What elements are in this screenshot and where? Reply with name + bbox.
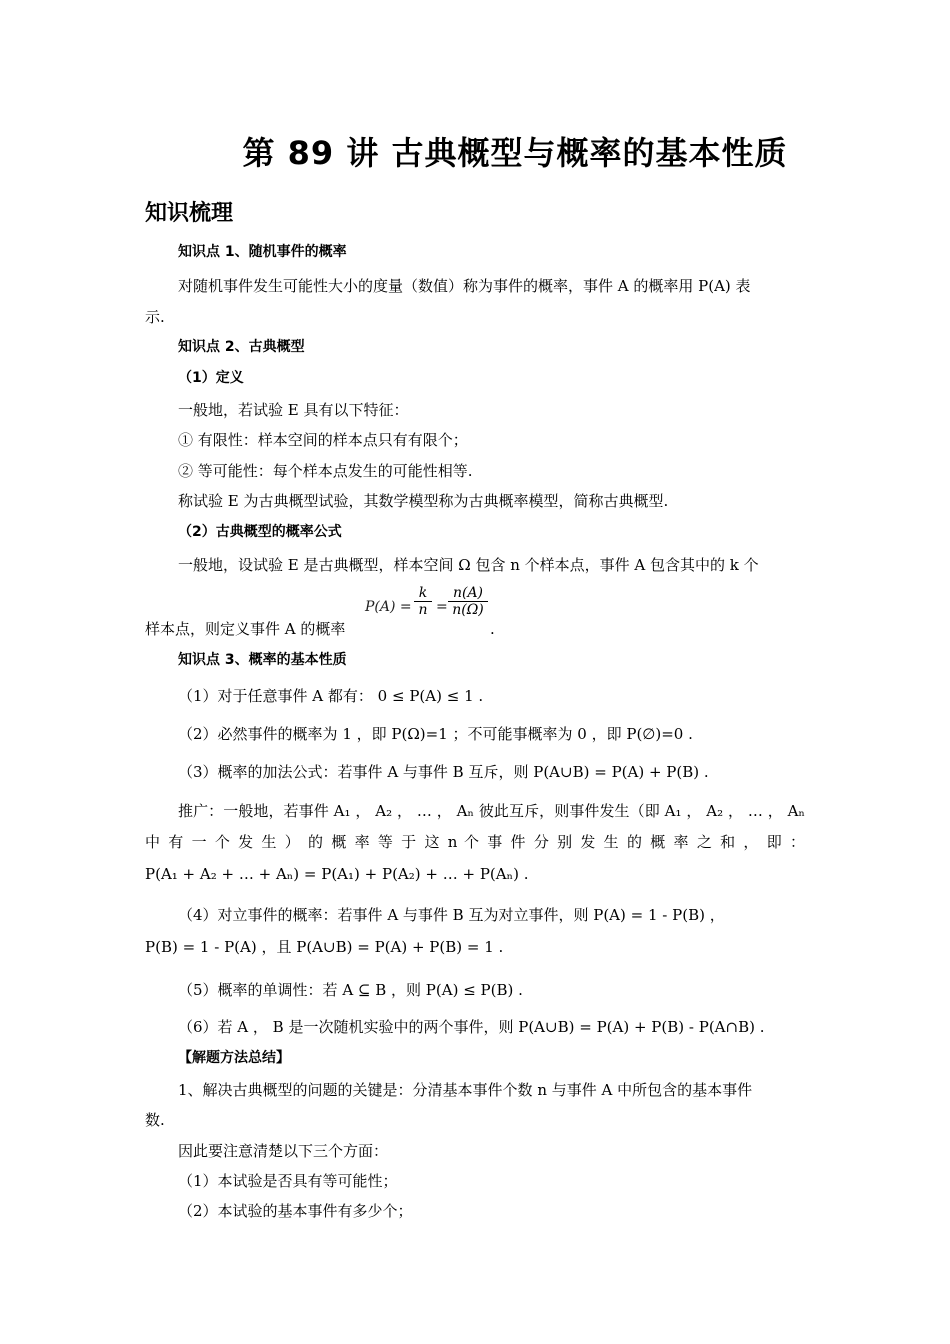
property-4: （4）对立事件的概率：若事件 A 与事件 B 互为对立事件，则 P(A) = 1 - P(B) ， [178, 906, 725, 924]
property-2: （2）必然事件的概率为 1 ，即 P(Ω)=1 ；不可能事概率为 0 ，即 P(∅)=0 . [178, 725, 693, 743]
formula-period: . [490, 620, 495, 638]
subheading-definition: （1）定义 [178, 370, 244, 386]
property-4-continued: P(B) = 1 - P(A) ，且 P(A∪B) = P(A) + P(B) = 1 . [145, 938, 504, 956]
paragraph: 一般地，设试验 E 是古典概型，样本空间 Ω 包含 n 个样本点，事件 A 包含其中的 k 个 [178, 556, 759, 574]
paragraph: 1、解决古典概型的问题的关键是：分清基本事件个数 n 与事件 A 中所包含的基本事件 [178, 1081, 753, 1099]
property-6: （6）若 A ， B 是一次随机实验中的两个事件，则 P(A∪B) = P(A) + P(B) - P(A∩B) . [178, 1018, 765, 1036]
property-5: （5）概率的单调性：若 A ⊆ B ，则 P(A) ≤ P(B) . [178, 981, 523, 999]
paragraph: 样本点，则定义事件 A 的概率 [145, 620, 346, 638]
formula-equals: = [436, 599, 448, 615]
fraction-numerator: k [418, 585, 428, 601]
list-item: （1）本试验是否具有等可能性； [178, 1172, 398, 1190]
page-title: 第 89 讲 古典概型与概率的基本性质 [242, 134, 788, 172]
knowledge-point-1-heading: 知识点 1、随机事件的概率 [178, 244, 347, 260]
generalization-line-2: 中 有 一 个 发 生 ） 的 概 率 等 于 这 n 个 事 件 分 别 发 生 的 概 率 之 和 ， 即 ： [145, 833, 805, 851]
knowledge-point-2-heading: 知识点 2、古典概型 [178, 339, 305, 355]
fraction-denominator: n(Ω) [452, 602, 484, 618]
paragraph: ① 有限性：样本空间的样本点只有有限个； [178, 431, 468, 449]
paragraph: 因此要注意清楚以下三个方面： [178, 1142, 389, 1160]
formula-lhs: P(A) = [365, 599, 412, 615]
generalization-formula: P(A₁ + A₂ + … + Aₙ) = P(A₁) + P(A₂) + … + P(Aₙ) . [145, 865, 529, 883]
property-1: （1）对于任意事件 A 都有： 0 ≤ P(A) ≤ 1 . [178, 687, 484, 705]
list-item: （2）本试验的基本事件有多少个； [178, 1202, 413, 1220]
method-summary-heading: 【解题方法总结】 [178, 1050, 290, 1066]
section-heading: 知识梳理 [145, 201, 234, 226]
fraction-k-over-n [414, 585, 432, 618]
fraction-numerator: n(A) [452, 585, 484, 601]
subheading-formula: （2）古典概型的概率公式 [178, 524, 342, 540]
paragraph: 示. [145, 308, 165, 326]
paragraph: ② 等可能性：每个样本点发生的可能性相等. [178, 462, 473, 480]
paragraph: 数. [145, 1111, 165, 1129]
property-3: （3）概率的加法公式：若事件 A 与事件 B 互斥，则 P(A∪B) = P(A) + P(B) . [178, 763, 709, 781]
knowledge-point-3-heading: 知识点 3、概率的基本性质 [178, 652, 347, 668]
fraction-denominator: n [418, 602, 428, 618]
paragraph: 称试验 E 为古典概型试验，其数学模型称为古典概率模型，简称古典概型. [178, 492, 669, 510]
generalization-line-1: 推广：一般地，若事件 A₁ ， A₂ ， … ， Aₙ 彼此互斥，则事件发生（即 A₁ ， A₂ ， … ， Aₙ [178, 802, 805, 820]
fraction-nA-over-nOmega [448, 585, 488, 618]
paragraph: 一般地，若试验 E 具有以下特征： [178, 401, 409, 419]
paragraph: 对随机事件发生可能性大小的度量（数值）称为事件的概率，事件 A 的概率用 P(A) 表 [178, 277, 751, 295]
